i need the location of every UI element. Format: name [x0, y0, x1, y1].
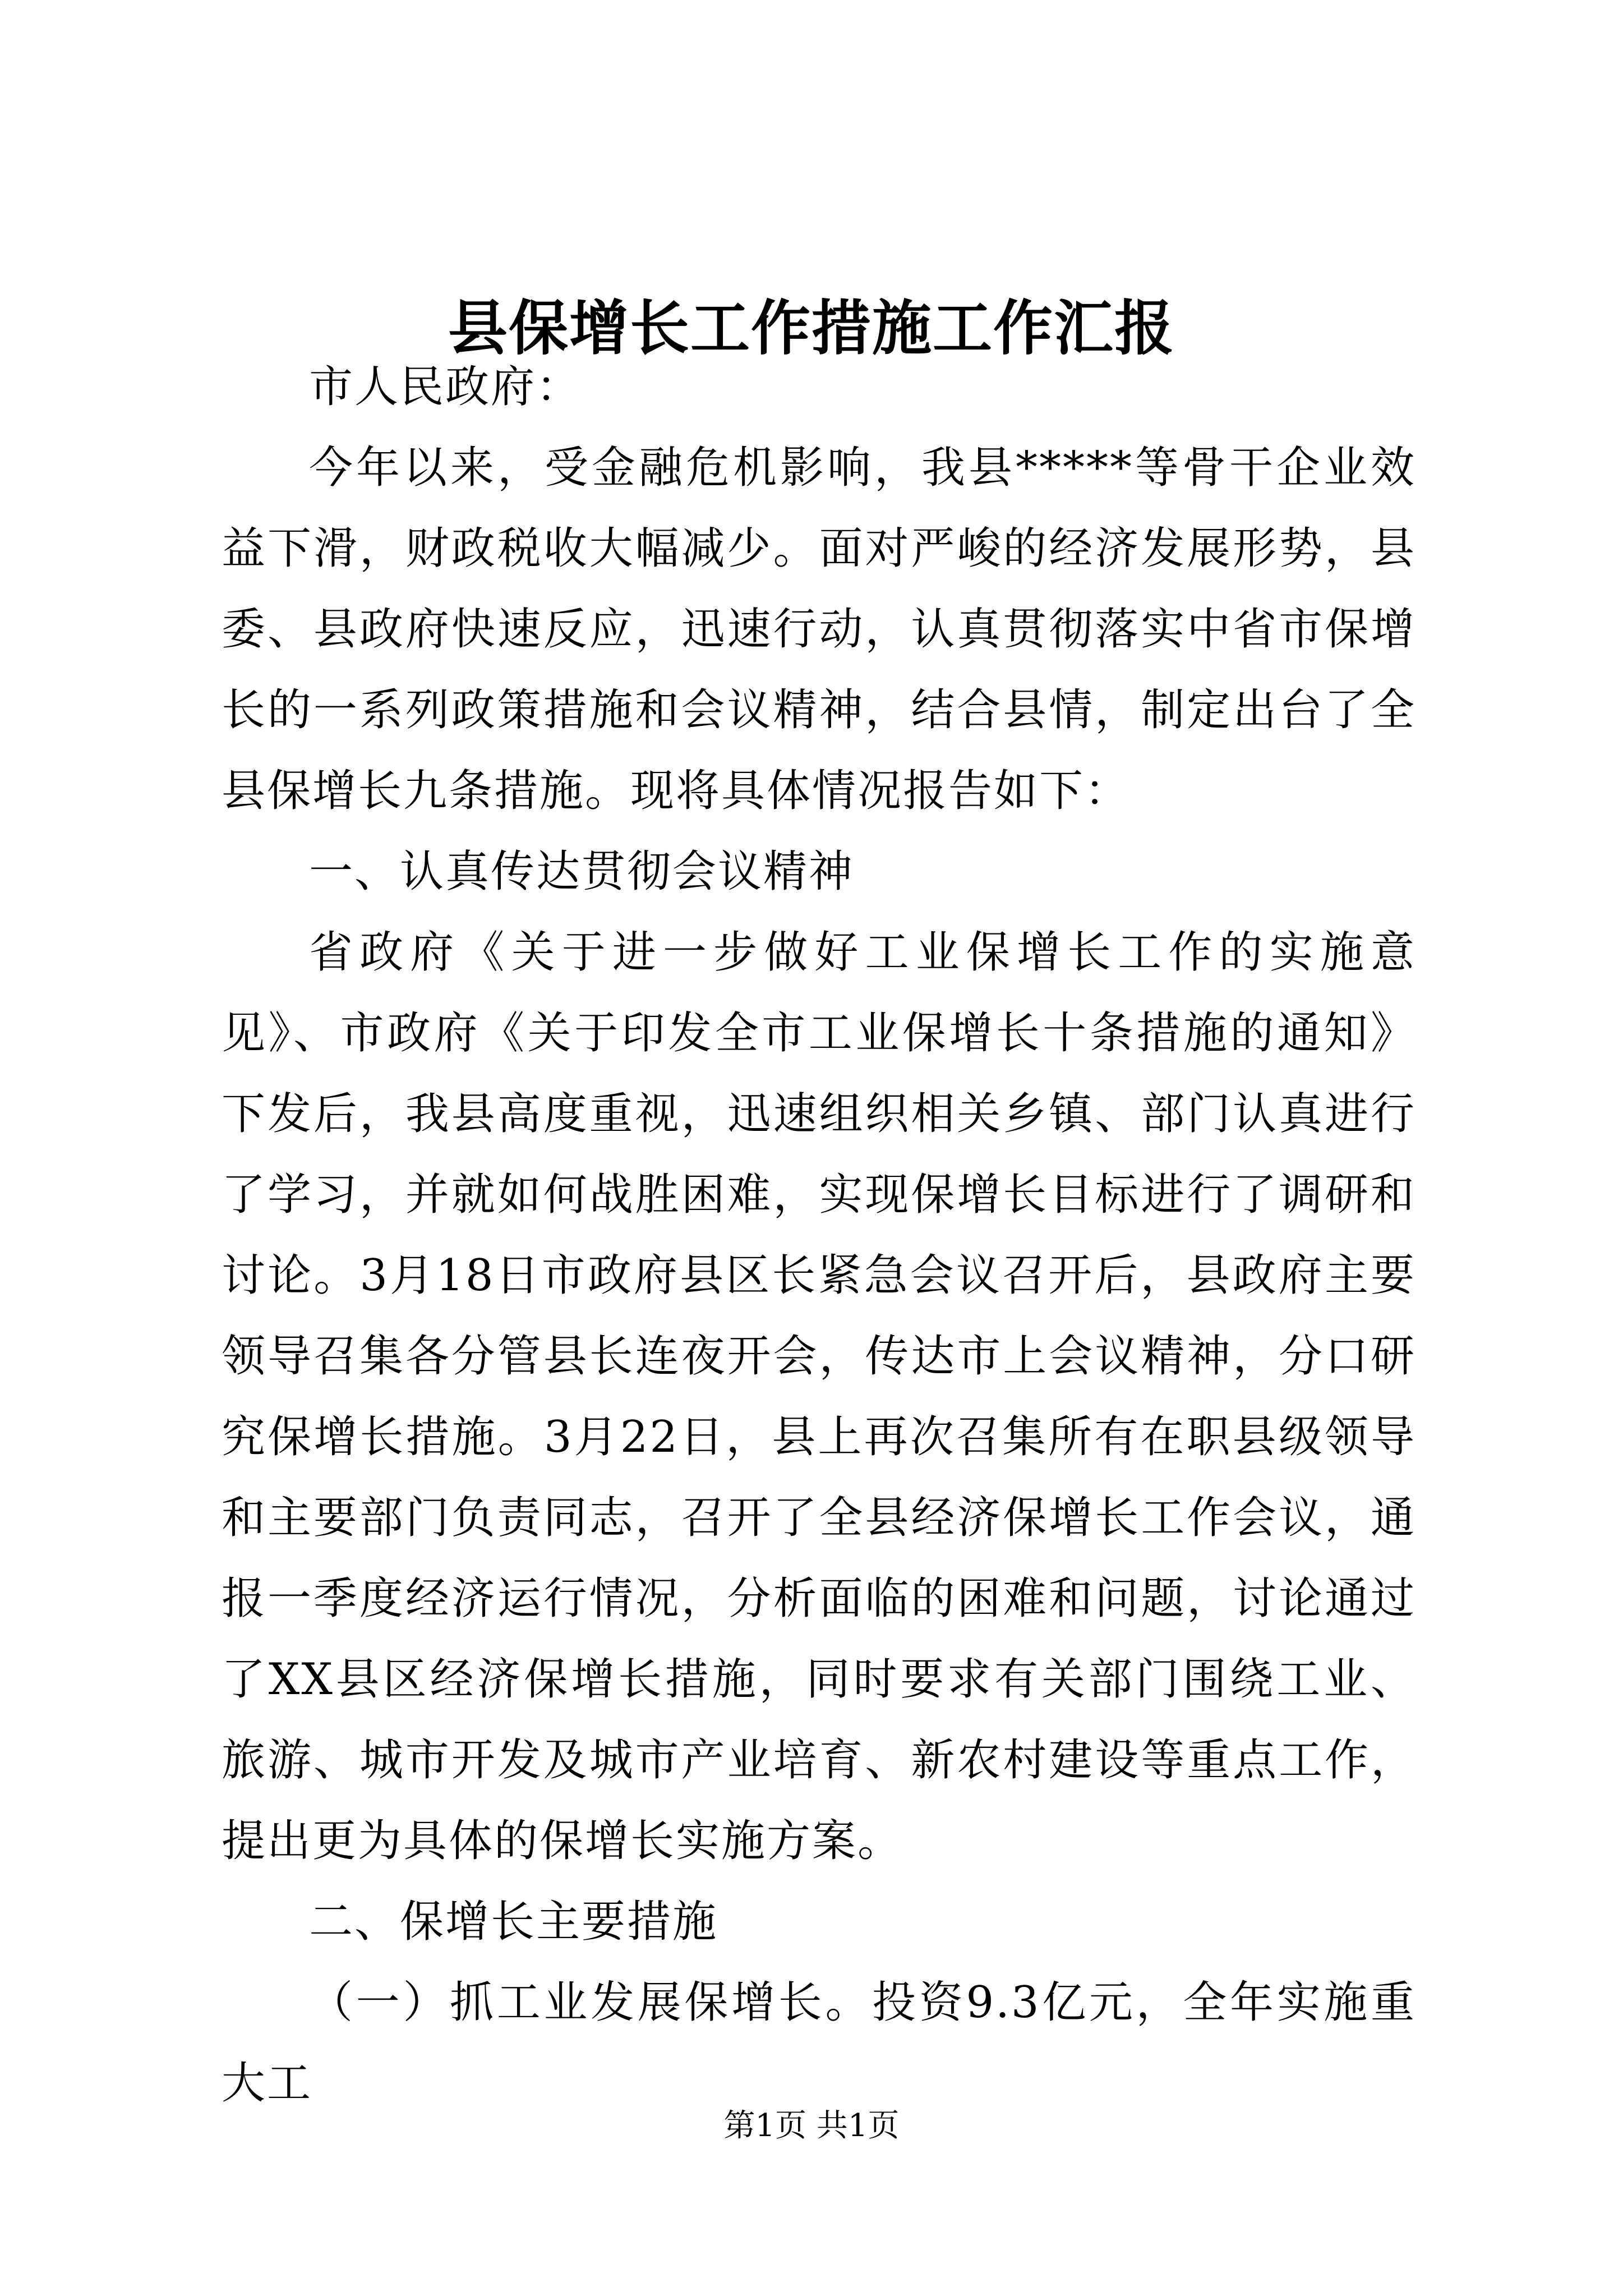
page-footer: 第1页 共1页	[723, 2108, 900, 2144]
section-heading-1: 一、认真传达贯彻会议精神	[309, 846, 855, 897]
salutation: 市人民政府：	[309, 362, 582, 412]
section-heading-2: 二、保增长主要措施	[309, 1897, 718, 1947]
intro-paragraph: 今年以来，受金融危机影响，我县*****等骨干企业效益下滑，财政税收大幅减少。面对严峻的经济发展形势，县委、县政府快速反应，迅速行动，认真贯彻落实中省市保增长的一系列政策措施和会议精神，结合县情，制定出台了全县保增长九条措施。现将具体情况报告如下：	[222, 443, 1416, 816]
section-1-paragraph: 省政府《关于进一步做好工业保增长工作的实施意见》、市政府《关于印发全市工业保增长十条措施的通知》下发后，我县高度重视，迅速组织相关乡镇、部门认真进行了学习，并就如何战胜困难，实现保增长目标进行了调研和讨论。3月18日市政府县区长紧急会议召开后，县政府主要领导召集各分管县长连夜开会，传达市上会议精神，分口研究保增长措施。3月22日，县上再次召集所有在职县级领导和主要部门负责同志，召开了全县经济保增长工作会议，通报一季度经济运行情况，分析面临的困难和问题，讨论通过了XX县区经济保增长措施，同时要求有关部门围绕工业、旅游、城市开发及城市产业培育、新农村建设等重点工作，提出更为具体的保增长实施方案。	[222, 927, 1416, 1866]
section-2-item-1: （一）抓工业发展保增长。投资9.3亿元，全年实施重大工	[222, 1977, 1416, 2109]
document-title: 县保增长工作措施工作汇报	[448, 293, 1175, 363]
document-body	[222, 347, 1416, 2124]
